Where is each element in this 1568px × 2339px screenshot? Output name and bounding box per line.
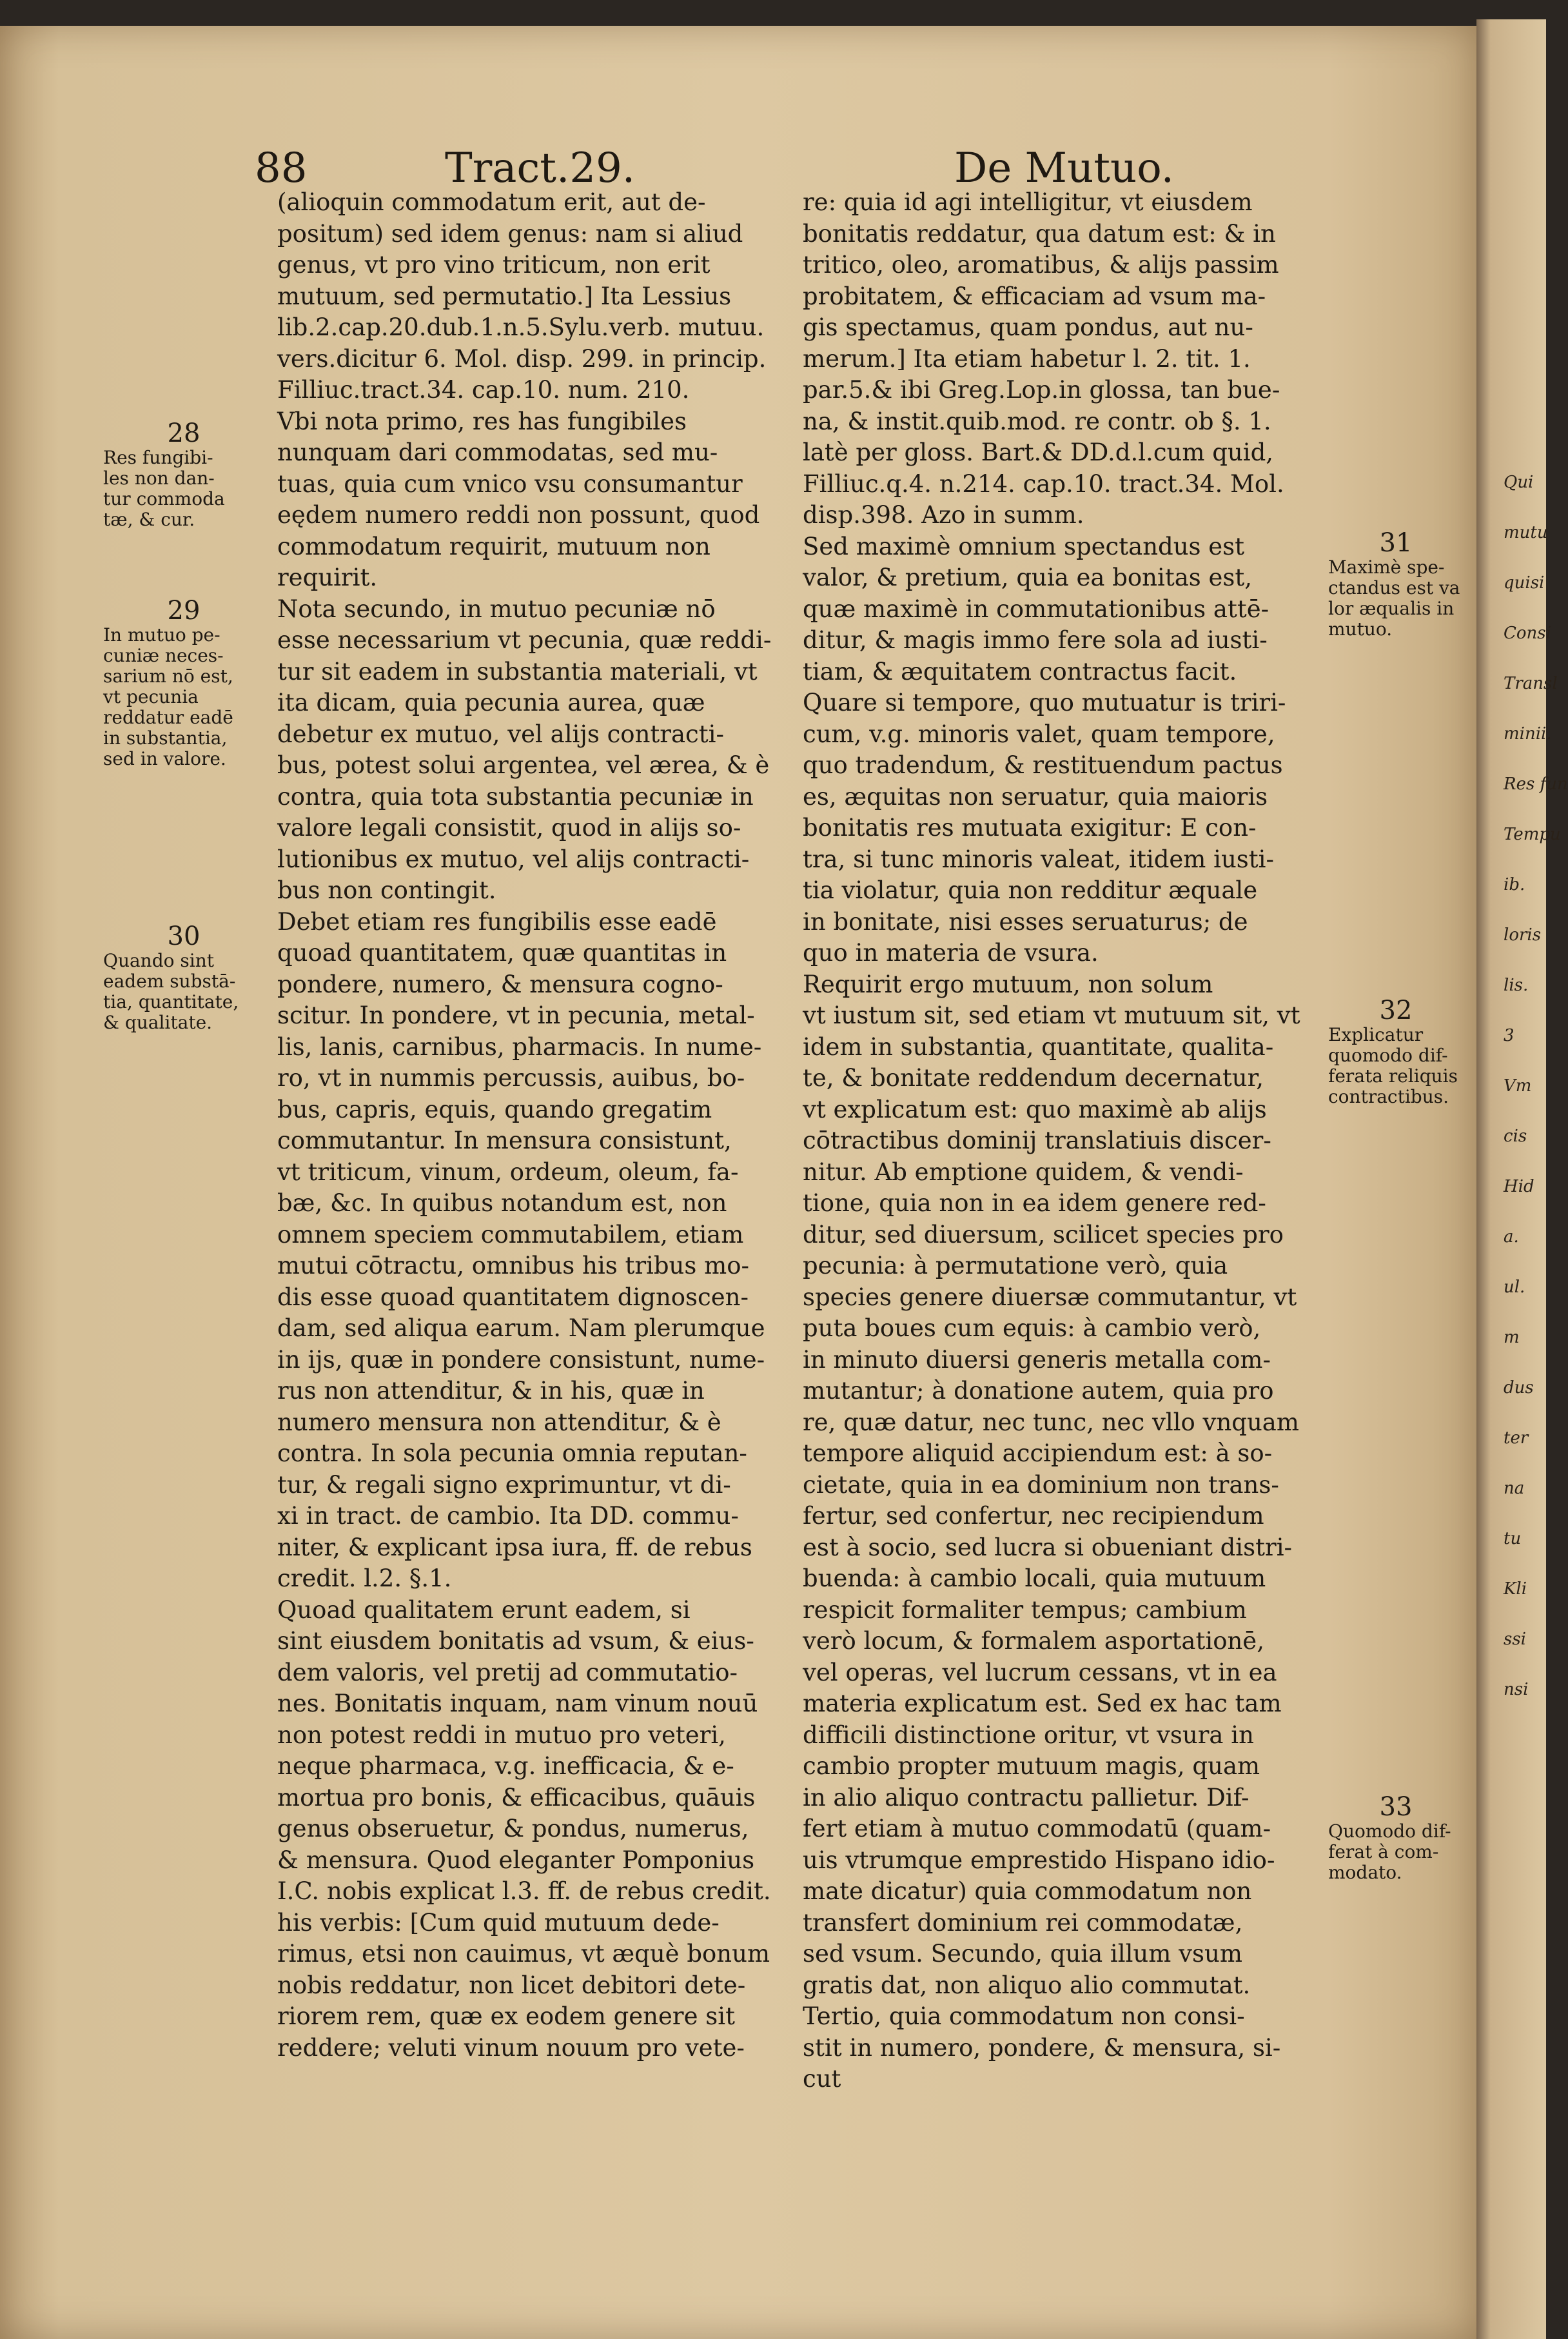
text-line: cambio propter mutuum magis, quam — [803, 1752, 1260, 1780]
text-line: cum, v.g. minoris valet, quam tempore, — [803, 720, 1275, 748]
text-line: xi in tract. de cambio. Ita DD. commu- — [277, 1502, 739, 1530]
text-line: gratis dat, non aliquo alio commutat. — [803, 1971, 1251, 1999]
text-line: commodatum requirit, mutuum non — [277, 532, 710, 560]
margin-note-line: vt pecunia — [103, 686, 199, 707]
facing-page-fragment: m — [1504, 1328, 1520, 1347]
margin-note-line: lor æqualis in — [1328, 598, 1455, 619]
margin-note-line: In mutuo pe- — [103, 624, 220, 646]
text-line: re, quæ datur, nec tunc, nec vllo vnquam — [803, 1408, 1299, 1436]
facing-page-fragment: quisi — [1504, 573, 1545, 593]
text-line: probitatem, & efficaciam ad vsum ma- — [803, 282, 1266, 310]
text-line: eędem numero reddi non possunt, quod — [277, 501, 760, 529]
margin-note-line: ctandus est va — [1328, 577, 1460, 598]
text-line: Vbi nota primo, res has fungibiles — [277, 407, 687, 435]
text-line: contra, quia tota substantia pecuniæ in — [277, 782, 754, 811]
text-line: cut — [803, 2065, 841, 2093]
text-line: nitur. Ab emptione quidem, & vendi- — [803, 1158, 1244, 1186]
text-line: gis spectamus, quam pondus, aut nu- — [803, 313, 1253, 341]
text-line: quoad quantitatem, quæ quantitas in — [277, 939, 727, 967]
facing-page-fragment: Hid — [1504, 1177, 1534, 1196]
text-line: mutuum, sed permutatio.] Ita Lessius — [277, 282, 732, 310]
text-line: riorem rem, quæ ex eodem genere sit — [277, 2002, 735, 2030]
facing-page-fragment: Kli — [1504, 1579, 1527, 1599]
text-line: positum) sed idem genus: nam si aliud — [277, 219, 743, 248]
text-line: niter, & explicant ipsa iura, ff. de rebus — [277, 1533, 752, 1561]
text-line: bus, capris, equis, quando gregatim — [277, 1095, 712, 1123]
text-line: Sed maximè omnium spectandus est — [803, 532, 1245, 560]
text-column-right — [803, 187, 1357, 2095]
margin-note-line: eadem substā- — [103, 971, 236, 992]
running-title-left: Tract.29. — [445, 144, 636, 192]
margin-note-number: 31 — [1379, 528, 1413, 558]
text-line: valor, & pretium, quia ea bonitas est, — [803, 564, 1253, 591]
text-line: Requirit ergo mutuum, non solum — [803, 970, 1213, 998]
text-line: commutantur. In mensura consistunt, — [277, 1127, 732, 1154]
text-column-left — [277, 187, 832, 2064]
text-line: vel operas, vel lucrum cessans, vt in ea — [803, 1658, 1277, 1686]
text-line: sint eiusdem bonitatis ad vsum, & eius- — [277, 1627, 754, 1655]
margin-note-line: Res fungibi- — [103, 447, 213, 468]
text-line: nes. Bonitatis inquam, nam vinum nouū — [277, 1690, 758, 1717]
text-line: non potest reddi in mutuo pro veteri, — [277, 1721, 726, 1749]
text-line: bus, potest solui argentea, vel ærea, & è — [277, 751, 770, 779]
text-line: dam, sed aliqua earum. Nam plerumque — [277, 1314, 765, 1342]
text-line: latè per gloss. Bart.& DD.d.l.cum quid, — [803, 439, 1274, 466]
text-line: Quoad qualitatem erunt eadem, si — [277, 1595, 691, 1624]
text-line: I.C. nobis explicat l.3. ff. de rebus credit. — [277, 1877, 771, 1905]
margin-note-line: quomodo dif- — [1328, 1045, 1448, 1066]
text-line: debetur ex mutuo, vel alijs contracti- — [277, 720, 724, 748]
text-line: re: quia id agi intelligitur, vt eiusdem — [803, 188, 1253, 216]
text-line: vt triticum, vinum, ordeum, oleum, fa- — [277, 1158, 739, 1186]
text-line: numero mensura non attenditur, & è — [277, 1408, 721, 1436]
text-line: ita dicam, quia pecunia aurea, quæ — [277, 689, 705, 716]
margin-note-line: Maximè spe- — [1328, 557, 1445, 578]
facing-page-fragment: Qui — [1504, 473, 1534, 492]
text-line: tur, & regali signo exprimuntur, vt di- — [277, 1470, 731, 1499]
text-line: fertur, sed confertur, nec recipiendum — [803, 1502, 1264, 1530]
margin-note-number: 32 — [1379, 996, 1413, 1025]
facing-page-edge — [1476, 19, 1568, 2339]
text-line: Tertio, quia commodatum non consi- — [803, 2002, 1245, 2030]
text-line: esse necessarium vt pecunia, quæ reddi- — [277, 626, 772, 654]
margin-note-line: sed in valore. — [103, 748, 226, 769]
margin-note-line: modato. — [1328, 1862, 1402, 1883]
facing-page-fragment: cis — [1504, 1127, 1527, 1146]
text-line: tur sit eadem in substantia materiali, vt — [277, 657, 758, 686]
text-line: disp.398. Azo in summ. — [803, 501, 1084, 529]
text-line: dis esse quoad quantitatem dignoscen- — [277, 1283, 749, 1311]
text-line: nobis reddatur, non licet debitori dete- — [277, 1971, 746, 1999]
margin-note-28 — [103, 419, 264, 530]
margin-note-line: sarium nō est, — [103, 666, 233, 687]
text-line: Debet etiam res fungibilis esse eadē — [277, 907, 717, 936]
facing-page-fragment: Vm — [1504, 1076, 1532, 1096]
text-line: ditur, & magis immo fere sola ad iusti- — [803, 626, 1268, 654]
margin-note-line: cuniæ neces- — [103, 645, 224, 666]
facing-page-fragment: dus — [1504, 1378, 1534, 1397]
margin-note-32 — [1328, 996, 1464, 1107]
margin-note-line: les non dan- — [103, 468, 215, 489]
text-line: & mensura. Quod eleganter Pomponius — [277, 1846, 755, 1874]
text-line: vers.dicitur 6. Mol. disp. 299. in princip. — [277, 344, 767, 373]
facing-page-fragment: Tempu — [1504, 825, 1561, 844]
facing-page-fragment: lis. — [1504, 976, 1529, 995]
text-line: na, & instit.quib.mod. re contr. ob §. 1. — [803, 407, 1271, 435]
text-line: cietate, quia in ea dominium non trans- — [803, 1470, 1279, 1499]
text-line: stit in numero, pondere, & mensura, si- — [803, 2033, 1281, 2062]
facing-page-fragment: ul. — [1504, 1278, 1525, 1297]
facing-page-fragment: Res fun — [1504, 775, 1568, 794]
facing-page-fragment: ssi — [1504, 1630, 1527, 1649]
text-line: tra, si tunc minoris valeat, itidem iusti- — [803, 845, 1274, 873]
text-line: Quare si tempore, quo mutuatur is triri- — [803, 689, 1286, 716]
page-number: 88 — [255, 144, 308, 192]
text-line: (alioquin commodatum erit, aut de- — [277, 188, 706, 216]
margin-note-number: 29 — [167, 596, 201, 626]
text-line: fert etiam à mutuo commodatū (quam- — [803, 1815, 1271, 1842]
text-line: Filliuc.tract.34. cap.10. num. 210. — [277, 376, 690, 404]
margin-note-number: 30 — [167, 922, 201, 951]
text-line: in alio aliquo contractu pallietur. Dif- — [803, 1783, 1250, 1811]
text-line: sed vsum. Secundo, quia illum vsum — [803, 1940, 1242, 1968]
text-line: scitur. In pondere, vt in pecunia, metal- — [277, 1002, 755, 1029]
text-line: lutionibus ex mutuo, vel alijs contracti- — [277, 845, 750, 873]
text-line: tiam, & æquitatem contractus facit. — [803, 657, 1237, 686]
text-line: in ijs, quæ in pondere consistunt, nume- — [277, 1345, 765, 1374]
text-line: pondere, numero, & mensura cogno- — [277, 970, 723, 998]
text-line: tuas, quia cum vnico vsu consumantur — [277, 469, 743, 498]
text-line: merum.] Ita etiam habetur l. 2. tit. 1. — [803, 344, 1251, 373]
facing-page-fragment: ib. — [1504, 875, 1525, 894]
margin-note-line: & qualitate. — [103, 1012, 213, 1033]
margin-note-number: 33 — [1379, 1792, 1413, 1822]
text-line: credit. l.2. §.1. — [277, 1564, 452, 1592]
facing-page-fragment: Consi — [1504, 624, 1551, 643]
margin-note-30 — [103, 922, 264, 1033]
text-line: neque pharmaca, v.g. inefficacia, & e- — [277, 1752, 734, 1780]
text-line: tione, quia non in ea idem genere red- — [803, 1189, 1266, 1217]
text-line: bonitatis reddatur, qua datum est: & in — [803, 219, 1276, 248]
text-line: est à socio, sed lucra si obueniant distri- — [803, 1533, 1293, 1561]
margin-note-line: Explicatur — [1328, 1024, 1424, 1045]
text-line: bæ, &c. In quibus notandum est, non — [277, 1189, 727, 1217]
margin-note-line: contractibus. — [1328, 1086, 1449, 1107]
facing-page-fragment: na — [1504, 1479, 1525, 1498]
text-line: puta boues cum equis: à cambio verò, — [803, 1314, 1261, 1342]
text-line: es, æquitas non seruatur, quia maioris — [803, 782, 1268, 811]
text-line: tia violatur, quia non redditur æquale — [803, 876, 1258, 904]
text-line: buenda: à cambio locali, quia mutuum — [803, 1564, 1266, 1592]
text-line: reddere; veluti vinum nouum pro vete- — [277, 2033, 745, 2062]
margin-note-line: mutuo. — [1328, 618, 1393, 640]
text-line: respicit formaliter tempus; cambium — [803, 1595, 1247, 1624]
margin-note-33 — [1328, 1793, 1464, 1883]
text-line: verò locum, & formalem asportationē, — [803, 1627, 1264, 1655]
text-line: rus non attenditur, & in his, quæ in — [277, 1377, 705, 1405]
margin-note-line: tia, quantitate, — [103, 991, 239, 1012]
facing-page-fragment: tu — [1504, 1529, 1522, 1548]
text-line: mortua pro bonis, & efficacibus, quāuis — [277, 1783, 756, 1811]
text-line: quo tradendum, & restituendum pactus — [803, 751, 1283, 779]
text-line: bonitatis res mutuata exigitur: E con- — [803, 814, 1257, 842]
facing-page-fragment: minii. — [1504, 724, 1552, 744]
text-line: materia explicatum est. Sed ex hac tam — [803, 1690, 1282, 1717]
margin-note-line: in substantia, — [103, 727, 228, 749]
text-line: par.5.& ibi Greg.Lop.in glossa, tan bue- — [803, 376, 1280, 404]
facing-page-fragment: mutu — [1504, 523, 1548, 542]
text-line: tritico, oleo, aromatibus, & alijs passim — [803, 251, 1279, 279]
text-line: vt iustum sit, sed etiam vt mutuum sit, vt — [803, 1002, 1300, 1029]
text-line: valore legali consistit, quod in alijs so- — [277, 814, 741, 842]
text-line: nunquam dari commodatas, sed mu- — [277, 439, 718, 466]
margin-note-line: tæ, & cur. — [103, 509, 195, 530]
text-line: Nota secundo, in mutuo pecuniæ nō — [277, 595, 716, 623]
text-line: dem valoris, vel pretij ad commutatio- — [277, 1658, 738, 1686]
text-line: in bonitate, nisi esses seruaturus; de — [803, 907, 1248, 936]
text-line: lib.2.cap.20.dub.1.n.5.Sylu.verb. mutuu. — [277, 313, 765, 341]
text-line: transfert dominium rei commodatæ, — [803, 1908, 1243, 1937]
text-line: Filliuc.q.4. n.214. cap.10. tract.34. Mol. — [803, 469, 1284, 498]
text-line: pecunia: à permutatione verò, quia — [803, 1252, 1228, 1279]
text-line: ditur, sed diuersum, scilicet species pro — [803, 1220, 1284, 1248]
text-line: his verbis: [Cum quid mutuum dede- — [277, 1908, 720, 1937]
margin-note-line: Quando sint — [103, 950, 215, 971]
text-line: quo in materia de vsura. — [803, 939, 1099, 967]
margin-note-line: reddatur eadē — [103, 707, 233, 728]
text-line: genus, vt pro vino triticum, non erit — [277, 251, 710, 279]
text-line: omnem speciem commutabilem, etiam — [277, 1220, 744, 1248]
text-line: in minuto diuersi generis metalla com- — [803, 1345, 1271, 1374]
text-line: quæ maximè in commutationibus attē- — [803, 595, 1269, 623]
margin-note-number: 28 — [167, 419, 201, 448]
text-line: lis, lanis, carnibus, pharmacis. In nume- — [277, 1032, 762, 1061]
facing-page-fragment: ter — [1504, 1428, 1529, 1448]
text-line: mutui cōtractu, omnibus his tribus mo- — [277, 1252, 749, 1279]
margin-note-line: ferata reliquis — [1328, 1065, 1458, 1087]
text-line: tempore aliquid accipiendum est: à so- — [803, 1439, 1273, 1467]
text-line: rimus, etsi non cauimus, vt æquè bonum — [277, 1940, 770, 1968]
margin-note-29 — [103, 597, 264, 769]
text-line: uis vtrumque emprestido Hispano idio- — [803, 1846, 1275, 1874]
text-line: mutantur; à donatione autem, quia pro — [803, 1377, 1274, 1405]
facing-page-fragment: a. — [1504, 1227, 1519, 1247]
text-line: cōtractibus dominij translatiuis discer- — [803, 1127, 1271, 1154]
text-line: species genere diuersæ commutantur, vt — [803, 1283, 1297, 1311]
running-title-right: De Mutuo. — [954, 144, 1174, 192]
text-line: difficili distinctione oritur, vt vsura in — [803, 1721, 1254, 1749]
facing-page-fragment: loris — [1504, 925, 1542, 945]
text-line: genus obseruetur, & pondus, numerus, — [277, 1815, 749, 1842]
text-line: mate dicatur) quia commodatum non — [803, 1877, 1252, 1905]
facing-page-fragment: 3 — [1504, 1026, 1514, 1045]
text-line: ro, vt in nummis percussis, auibus, bo- — [277, 1064, 745, 1092]
text-line: te, & bonitate reddendum decernatur, — [803, 1064, 1264, 1092]
margin-note-line: Quomodo dif- — [1328, 1821, 1451, 1842]
text-line: requirit. — [277, 564, 378, 591]
text-line: bus non contingit. — [277, 876, 496, 904]
text-line: vt explicatum est: quo maximè ab alijs — [803, 1095, 1267, 1123]
text-line: idem in substantia, quantitate, qualita- — [803, 1032, 1274, 1061]
facing-page-fragment: Transl — [1504, 674, 1558, 693]
facing-page-fragment: nsi — [1504, 1680, 1529, 1699]
margin-note-31 — [1328, 529, 1464, 640]
margin-note-line: ferat à com- — [1328, 1841, 1439, 1862]
text-line: contra. In sola pecunia omnia reputan- — [277, 1439, 747, 1467]
margin-note-line: tur commoda — [103, 488, 225, 509]
